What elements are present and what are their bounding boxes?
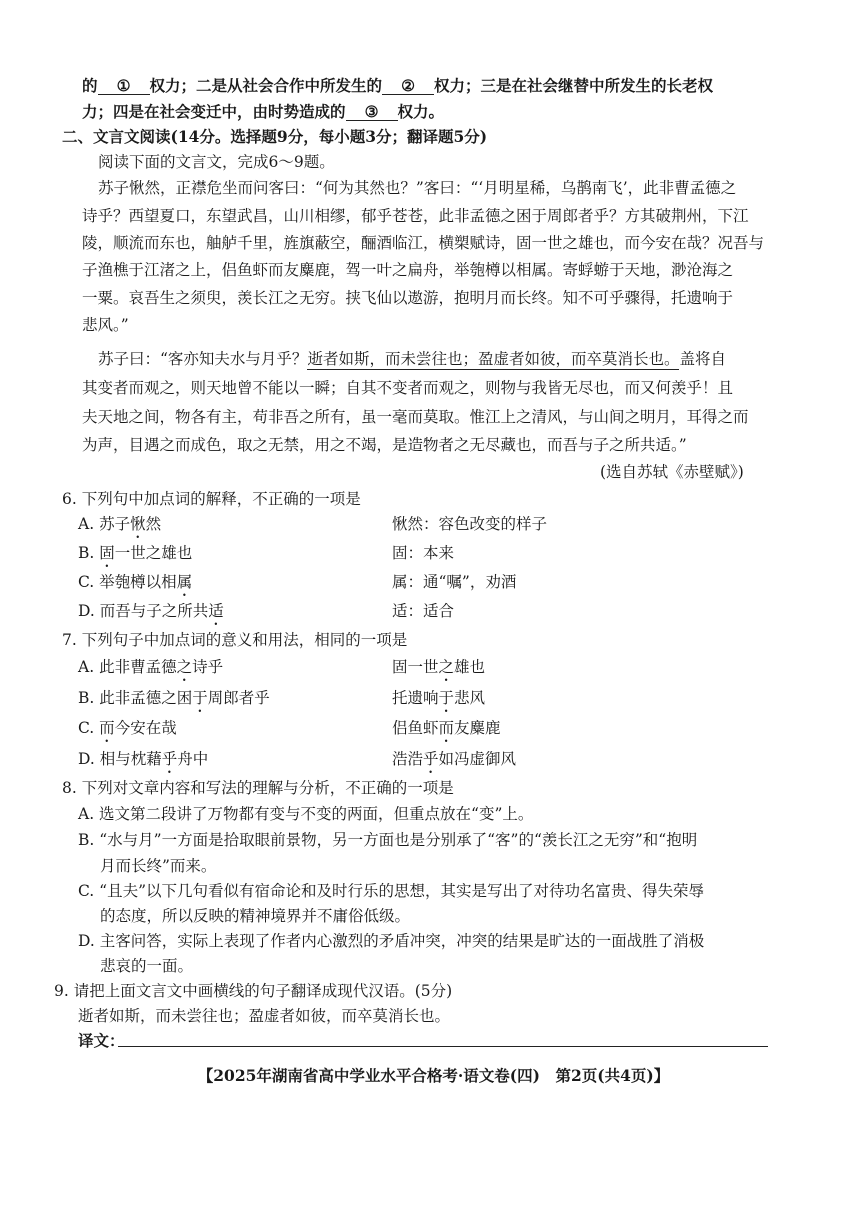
text: 周郎者乎 [207,689,270,707]
q8-option-c-cont: 的态度，所以反映的精神境界并不庸俗低级。 [100,907,411,925]
text: 一世之雄也 [114,544,193,562]
dotted-word: 而 [99,719,115,737]
dotted-word: 愀 [130,515,146,533]
dotted-word: 之 [438,658,455,676]
option-letter: C. [78,573,95,591]
passage-line: 为声，目遇之而成色，取之无禁，用之不竭，是造物者之无尽藏也，而吾与子之所共适。” [82,436,687,454]
q7-option-d[interactable] [78,749,208,777]
text: 相与枕藉 [99,750,162,768]
q8-option-a[interactable]: A. 选文第二段讲了万物都有变与不变的两面，但重点放在“变”上。 [78,805,534,823]
passage-line: 陵，顺流而东也，舳舻千里，旌旗蔽空，酾酒临江，横槊赋诗，固一世之雄也，而今安在哉？况吾与 [82,234,765,252]
text: 舟中 [177,750,209,768]
q7-option-d-right [392,749,516,777]
q8-option-b-cont: 月而长终”而来。 [100,857,217,875]
q6-option-d-explain: 适：适合 [392,602,455,620]
passage-line: 其变者而观之，则天地曾不能以一瞬；自其不变者而观之，则物与我皆无尽也，而又何羡乎！且 [82,379,734,397]
continuation-line-2 [82,102,444,122]
text: 苏子曰：“客亦知夫水与月乎？ [98,350,308,368]
q8-option-d-cont: 悲哀的一面。 [100,957,194,975]
q6-option-d[interactable] [78,601,224,629]
dotted-word: 之 [176,658,193,676]
text: 固一世 [392,658,439,676]
text: 举匏樽以相 [99,573,177,591]
passage-line: 悲风。” [82,316,129,334]
underlined-sentence-1: 逝者如斯，而未尝往也； [307,350,478,368]
answer-label: 译文： [78,1031,125,1050]
section-heading: 二、文言文阅读(14分。选择题9分，每小题3分；翻译题5分) [62,127,488,146]
fill-blank-2[interactable]: ② [382,78,434,95]
continuation-line-1 [82,76,713,96]
q6-option-b[interactable] [78,543,192,571]
option-letter: C. [78,719,95,737]
q7-option-b-right [392,688,485,716]
dotted-word: 于 [438,689,455,707]
text: 而吾与子之所共 [99,602,209,620]
text: 苏子 [99,515,131,533]
underlined-sentence-2: 盈虚者如彼，而卒莫消长也。 [477,350,680,368]
passage-source: (选自苏轼《赤壁赋》) [600,463,744,481]
option-letter: B. [78,689,95,707]
text: 友麋鹿 [454,719,501,737]
dotted-word: 而 [438,719,455,737]
q6-option-c[interactable] [78,572,192,600]
text: 然 [145,515,162,533]
text: 托遗响 [392,689,439,707]
q6-option-b-explain: 固：本来 [392,544,455,562]
text: 如冯虚御风 [438,750,517,768]
question-8-stem: 8. 下列对文章内容和写法的理解与分析，不正确的一项是 [62,779,454,797]
answer-line[interactable] [118,1046,768,1047]
fill-blank-3[interactable]: ③ [346,104,398,121]
dotted-word: 于 [192,689,208,707]
question-9-stem: 9. 请把上面文言文中画横线的句子翻译成现代汉语。(5分) [54,982,453,1000]
option-letter: A. [78,515,95,533]
q7-option-b[interactable] [78,688,270,716]
text: 的 [82,76,98,95]
dotted-word: 乎 [161,750,178,768]
reading-instruction: 阅读下面的文言文，完成6～9题。 [98,153,335,171]
q7-option-a-right [392,657,485,685]
text: 侣鱼虾 [392,719,439,737]
q6-option-a[interactable] [78,514,161,542]
text: 盖将自 [679,350,726,368]
passage-line-underlined [98,349,726,369]
text: 今安在哉 [114,719,177,737]
text: 权力。 [397,102,445,121]
dotted-word: 适 [208,602,224,620]
text: 雄也 [454,658,486,676]
q6-option-c-explain: 属：通“嘱”，劝酒 [392,573,517,591]
text: 浩浩 [392,750,424,768]
passage-line: 诗乎？西望夏口，东望武昌，山川相缪，郁乎苍苍，此非孟德之困于周郎者乎？方其破荆州，下江 [82,207,749,225]
q8-option-b[interactable]: B. “水与月”一方面是拾取眼前景物，另一方面也是分别承了“客”的“羡长江之无穷”和“抱明 [78,831,698,849]
passage-line: 子渔樵于江渚之上，侣鱼虾而友麋鹿，驾一叶之扁舟，举匏樽以相属。寄蜉蝣于天地，渺沧海之 [82,261,734,279]
q7-option-c[interactable] [78,718,177,746]
text: 力；四是在社会变迁中，由时势造成的 [82,102,346,121]
question-6-stem: 6. 下列句中加点词的解释，不正确的一项是 [62,490,361,508]
text: 此非孟德之困 [99,689,193,707]
q7-option-c-right [392,718,501,746]
text: 此非曹孟德 [99,658,177,676]
text: 权力；二是从社会合作中所发生的 [149,76,383,95]
q8-option-c[interactable]: C. “且夫”以下几句看似有宿命论和及时行乐的思想，其实是写出了对待功名富贵、得失荣辱 [78,882,705,900]
option-letter: B. [78,544,95,562]
fill-blank-1[interactable]: ① [98,78,150,95]
passage-line: 夫天地之间，物各有主，苟非吾之所有，虽一毫而莫取。惟江上之清风，与山间之明月，耳得之而 [82,408,749,426]
text: 权力；三是在社会继替中所发生的长老权 [434,76,714,95]
dotted-word: 固 [99,544,115,562]
passage-line: 苏子愀然，正襟危坐而问客曰：“何为其然也？”客曰：“‘月明星稀，乌鹊南飞’，此非曹孟德之 [98,179,737,197]
dotted-word: 乎 [423,750,439,768]
q9-sentence: 逝者如斯，而未尝往也；盈虚者如彼，而卒莫消长也。 [78,1007,451,1025]
question-7-stem: 7. 下列句子中加点词的意义和用法，相同的一项是 [62,631,408,649]
q7-option-a[interactable] [78,657,223,685]
page-footer: 【2025年湖南省高中学业水平合格考·语文卷(四) 第2页(共4页)】 [197,1066,670,1085]
option-letter: A. [78,658,95,676]
q6-option-a-explain: 愀然：容色改变的样子 [392,515,548,533]
passage-line: 一粟。哀吾生之须臾，羡长江之无穷。挟飞仙以遨游，抱明月而长终。知不可乎骤得，托遗响于 [82,289,734,307]
option-letter: D. [78,602,95,620]
text: 悲风 [454,689,486,707]
q8-option-d[interactable]: D. 主客问答，实际上表现了作者内心激烈的矛盾冲突，冲突的结果是旷达的一面战胜了消极 [78,932,705,950]
text: 诗乎 [192,658,224,676]
dotted-word: 属 [176,573,193,591]
option-letter: D. [78,750,95,768]
